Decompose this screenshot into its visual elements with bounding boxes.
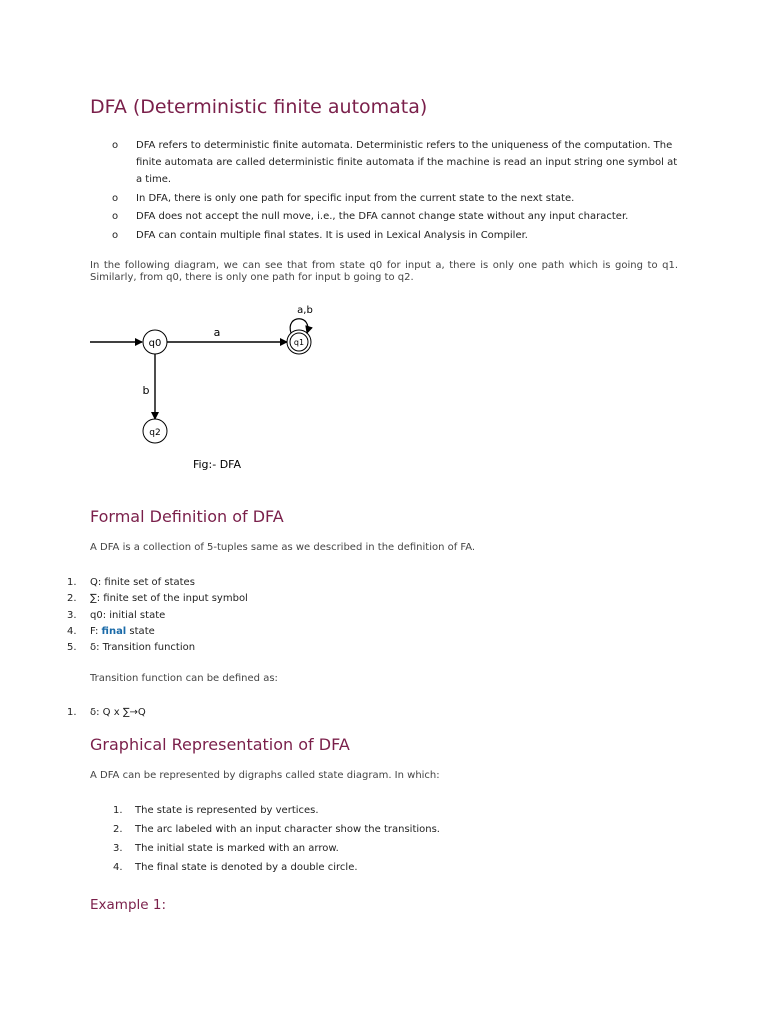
bullet-marker: o xyxy=(112,229,119,241)
state-q1-label: q1 xyxy=(293,338,305,347)
list-item: 1. δ: Q x ∑→Q xyxy=(67,707,146,718)
list-item: 2. ∑: finite set of the input symbol xyxy=(67,593,248,605)
list-item: 3. The initial state is marked with an arrow. xyxy=(113,843,339,854)
list-item: 4. F: final state xyxy=(67,625,155,637)
bullet-marker: o xyxy=(112,140,119,151)
list-item: 1. Q: finite set of states xyxy=(67,577,195,588)
formal-definition-heading: Formal Definition of DFA xyxy=(90,507,284,526)
dfa-state-diagram xyxy=(86,298,346,480)
state-q0-label: q0 xyxy=(148,338,162,349)
graphical-representation-list xyxy=(113,801,440,877)
example-heading: Example 1: xyxy=(90,897,166,913)
transition-q1-self-label: a,b xyxy=(297,305,313,316)
formal-definition-intro: A DFA is a collection of 5-tuples same as we described in the definition of FA. xyxy=(90,542,476,553)
transition-q0-q2-label: b xyxy=(142,384,150,397)
diagram-intro-paragraph: In the following diagram, we can see that from state q0 for input a, there is only one path which is going to q1. Similarly, from q0, there is only one path for input b going to q2. xyxy=(90,260,678,283)
bullet-text: In DFA, there is only one path for specific input from the current state to the next state. xyxy=(136,192,575,204)
graphical-representation-intro: A DFA can be represented by digraphs called state diagram. In which: xyxy=(90,770,440,781)
graphical-representation-heading: Graphical Representation of DFA xyxy=(90,735,350,754)
page-title: DFA (Deterministic finite automata) xyxy=(90,96,428,118)
transition-q0-q1-label: a xyxy=(213,326,221,339)
bullet-marker: o xyxy=(112,211,119,222)
list-item xyxy=(112,227,678,244)
list-item: 4. The final state is denoted by a double circle. xyxy=(113,862,358,873)
list-item: 5. δ: Transition function xyxy=(67,642,196,654)
state-q2-label: q2 xyxy=(149,428,161,438)
list-item: 1. The state is represented by vertices. xyxy=(113,805,319,816)
bullet-marker: o xyxy=(112,192,119,204)
tuple-list xyxy=(67,575,248,656)
list-item xyxy=(112,190,678,207)
intro-bullet-list xyxy=(112,137,678,245)
list-item: 2. The arc labeled with an input character show the transitions. xyxy=(113,824,440,835)
list-item xyxy=(112,137,678,188)
diagram-caption: Fig:- DFA xyxy=(192,458,242,471)
transition-function-intro: Transition function can be defined as: xyxy=(90,673,278,684)
list-item: 3. q0: initial state xyxy=(67,609,166,621)
list-item xyxy=(112,208,678,225)
bullet-text: DFA can contain multiple final states. It is used in Lexical Analysis in Compiler. xyxy=(136,229,528,241)
final-keyword-link[interactable]: final xyxy=(101,625,127,637)
bullet-text: DFA refers to deterministic finite automata. Deterministic refers to the uniqueness of the computation. The finite automata are called deterministic finite automata if the machine is read an input string one symbol at a time. xyxy=(136,140,678,185)
bullet-text: DFA does not accept the null move, i.e., the DFA cannot change state without any input character. xyxy=(136,211,629,222)
transition-function-list xyxy=(67,705,146,721)
